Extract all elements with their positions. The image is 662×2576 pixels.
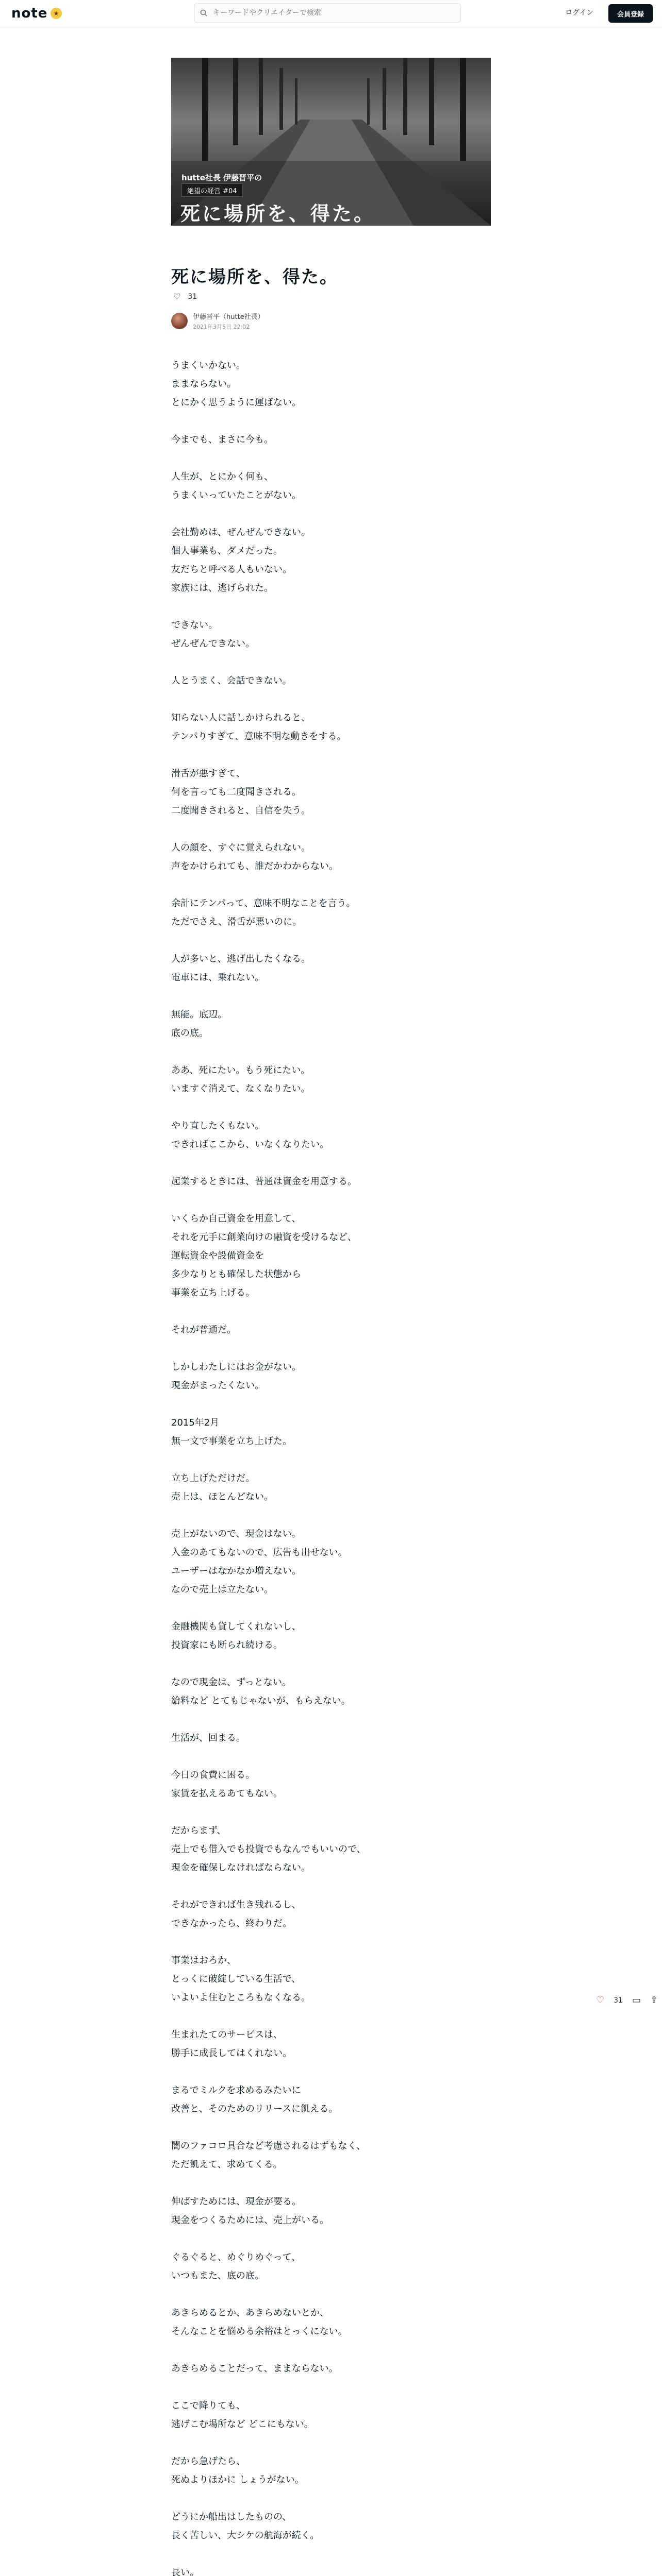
paragraph: 生まれたてのサービスは、 勝手に成長してはくれない。 <box>171 2029 292 2059</box>
paragraph: 人生が、とにかく何も、 うまくいっていたことがない。 <box>171 471 301 501</box>
paragraph: 2015年2月 無一文で事業を立ち上げた。 <box>171 1417 292 1447</box>
article-title: 死に場所を、得た。 <box>171 267 338 287</box>
paragraph: それが普通だ。 <box>171 1325 236 1335</box>
paragraph: なので現金は、ずっとない。 給料など とてもじゃないが、もらえない。 <box>171 1677 351 1706</box>
hero-image <box>171 58 491 226</box>
avatar[interactable] <box>171 313 188 329</box>
paragraph: 今までも、まさに今も。 <box>171 434 273 445</box>
author-block[interactable] <box>171 311 264 331</box>
paragraph: 生活が、回まる。 <box>171 1733 245 1743</box>
paragraph: まるでミルクを求めるみたいに 改善と、そのためのリリースに飢える。 <box>171 2085 338 2114</box>
paragraph: ああ、死にたい。もう死にたい。 いますぐ消えて、なくなりたい。 <box>171 1065 310 1094</box>
hero-tag: 絶望の経営 #04 <box>181 183 243 197</box>
paragraph: できない。 ぜんぜんできない。 <box>171 620 255 649</box>
share-icon[interactable]: ⇪ <box>650 1995 658 2006</box>
paragraph: ぐるぐると、めぐりめぐって、 いつもまた、底の底。 <box>171 2252 301 2281</box>
paragraph: だからまず、 売上でも借入でも投資でもなんでもいいので、 現金を確保しなければならない。 <box>171 1825 366 1873</box>
author-name[interactable]: 伊藤晋平（hutte社長） <box>193 313 264 321</box>
paragraph: 金融機関も貸してくれないし、 投資家にも断られ続ける。 <box>171 1621 301 1651</box>
like-count: 31 <box>188 292 197 301</box>
signup-button[interactable]: 会員登録 <box>608 4 653 23</box>
hero-subtitle: hutte社長 伊藤晋平の <box>181 173 262 182</box>
paragraph: 長い。 <box>171 2567 199 2576</box>
paragraph: 伸ばすためには、現金が要る。 現金をつくるためには、売上がいる。 <box>171 2196 329 2226</box>
paragraph: 今日の食費に困る。 家賃を払えるあてもない。 <box>171 1770 283 1799</box>
search-input[interactable] <box>212 8 451 18</box>
like-heart-icon[interactable]: ♡ <box>596 1995 605 2006</box>
paragraph: 起業するときには、普通は資金を用意する。 <box>171 1176 357 1187</box>
floating-actions <box>596 1995 658 2006</box>
paragraph: 滑舌が悪すぎて、 何を言っても二度聞きされる。 二度聞きされると、自信を失う。 <box>171 768 310 816</box>
paragraph: あきらめることだって、ままならない。 <box>171 2363 338 2374</box>
paragraph: どうにか船出はしたものの、 長く苦しい、大シケの航海が続く。 <box>171 2512 320 2541</box>
paragraph: 知らない人に話しかけられると、 テンパりすぎて、意味不明な動きをする。 <box>171 713 346 742</box>
paragraph: しかしわたしにはお金がない。 現金がまったくない。 <box>171 1362 301 1391</box>
note-logo[interactable] <box>11 6 62 21</box>
paragraph: あきらめるとか、あきらめないとか、 そんなことを悩める余裕はとっくにない。 <box>171 2308 347 2337</box>
search-box[interactable] <box>194 3 461 23</box>
like-row <box>173 292 197 301</box>
paragraph: だから急げたら、 死ぬよりほかに しょうがない。 <box>171 2456 304 2485</box>
paragraph: 売上がないので、現金はない。 入金のあてもないので、広告も出せない。 ユーザーはなかなか増えない。 なので売上は立たない。 <box>171 1529 347 1595</box>
paragraph: やり直したくもない。 できればここから、いなくなりたい。 <box>171 1121 329 1150</box>
logo-text: note <box>11 6 48 21</box>
paragraph: いくらか自己資金を用意して、 それを元手に創業向けの融資を受けるなど、 運転資金や設備資金を 多少なりとも確保した状態から 事業を立ち上げる。 <box>171 1213 357 1298</box>
heart-icon[interactable]: ♡ <box>173 292 181 301</box>
paragraph: うまくいかない。 ままならない。 とにかく思うように運ばない。 <box>171 360 301 408</box>
hero-title: 死に場所を、得た。 <box>180 202 376 225</box>
paragraph: ここで降りても、 逃げこむ場所など どこにもない。 <box>171 2400 313 2430</box>
paragraph: 無能。底辺。 底の底。 <box>171 1009 227 1039</box>
search-icon <box>200 9 208 17</box>
paragraph: 人とうまく、会話できない。 <box>171 675 292 686</box>
paragraph: 会社勤めは、ぜんぜんできない。 個人事業も、ダメだった。 友だちと呼べる人もいない。 家族には、逃げられた。 <box>171 527 310 594</box>
comment-icon[interactable]: ▭ <box>632 1995 641 2006</box>
author-date: 2021年3月5日 22:02 <box>193 324 250 330</box>
paragraph: 立ち上げただけだ。 売上は、ほとんどない。 <box>171 1473 273 1502</box>
paragraph: 闇のファコロ具合など考慮されるはずもなく、 ただ飢えて、求めてくる。 <box>171 2141 366 2170</box>
article-body <box>171 357 491 2576</box>
logo-badge-icon: ★ <box>51 8 62 19</box>
paragraph: 人の顔を、すぐに覚えられない。 声をかけられても、誰だかわからない。 <box>171 842 338 872</box>
login-link[interactable]: ログイン <box>565 9 594 17</box>
paragraph: それができれば生き残れるし、 できなかったら、終わりだ。 <box>171 1900 301 1929</box>
site-header <box>0 0 662 27</box>
float-like-count: 31 <box>614 1996 623 2005</box>
paragraph: 人が多いと、逃げ出したくなる。 電車には、乗れない。 <box>171 954 310 983</box>
paragraph: 事業はおろか、 とっくに破綻している生活で、 いよいよ住むところもなくなる。 <box>171 1955 310 2003</box>
paragraph: 余計にテンパって、意味不明なことを言う。 ただでさえ、滑舌が悪いのに。 <box>171 898 356 927</box>
